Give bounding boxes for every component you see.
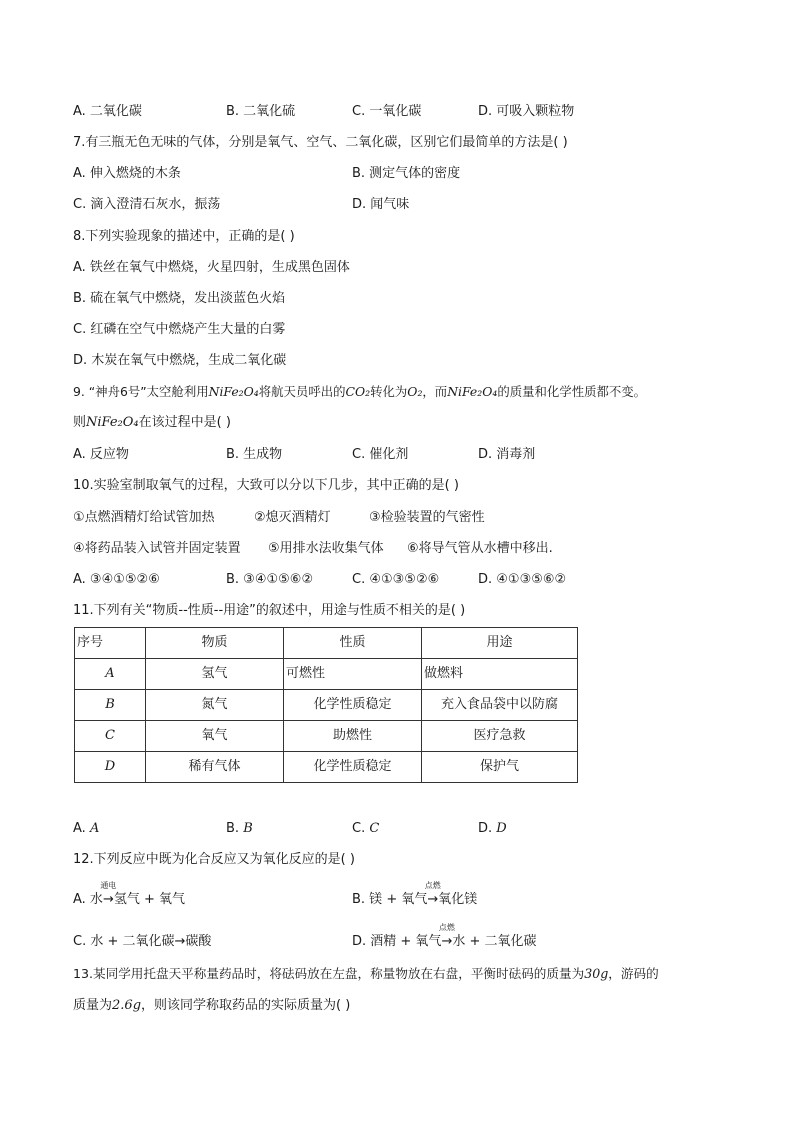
q11-option-b[interactable]: B. B	[226, 821, 253, 836]
q8-option-a[interactable]: A. 铁丝在氧气中燃烧，火星四射，生成黑色固体	[73, 260, 350, 275]
table-cell: D	[75, 752, 146, 783]
reaction-arrow: 点燃 →	[438, 923, 455, 949]
table-header-cell: 序号	[75, 628, 146, 659]
table-row	[75, 752, 578, 783]
table-cell: 充入食品袋中以防腐	[422, 690, 578, 721]
table-cell: 可燃性	[284, 659, 422, 690]
formula-co2: CO₂	[345, 384, 371, 399]
mass-value: 30g	[584, 966, 609, 981]
table-cell: 助燃性	[284, 721, 422, 752]
table-cell: 氮气	[146, 690, 284, 721]
q8-option-b[interactable]: B. 硫在氧气中燃烧，发出淡蓝色火焰	[73, 291, 286, 306]
q10-step-6: ⑥将导气管从水槽中移出.	[407, 541, 553, 556]
q12-option-a[interactable]: A. 水 通电 →氢气 + 氧气	[73, 890, 185, 910]
q10-option-a[interactable]: A. ③④①⑤②⑥	[73, 572, 160, 587]
table-cell: A	[75, 659, 146, 690]
q12-option-c[interactable]: C. 水 + 二氧化碳→碳酸	[73, 934, 212, 949]
table-cell: 做燃料	[422, 659, 578, 690]
table-header-cell: 性质	[284, 628, 422, 659]
table-cell: 氢气	[146, 659, 284, 690]
table-header-cell: 物质	[146, 628, 284, 659]
q12-option-d[interactable]: D. 酒精 + 氧气 点燃 →水 + 二氧化碳	[352, 932, 537, 952]
q7-option-a[interactable]: A. 伸入燃烧的木条	[73, 166, 181, 181]
q8-option-c[interactable]: C. 红磷在空气中燃烧产生大量的白雾	[73, 322, 286, 337]
q11-option-a[interactable]: A. A	[73, 821, 100, 836]
q8-stem: 8.下列实验现象的描述中，正确的是( )	[73, 229, 295, 244]
q10-stem: 10.实验室制取氧气的过程，大致可以分以下几步，其中正确的是( )	[73, 478, 459, 493]
q6-option-a[interactable]: A. 二氧化碳	[73, 104, 142, 119]
q11-stem: 11.下列有关“物质--性质--用途”的叙述中，用途与性质不相关的是( )	[73, 603, 466, 618]
q10-step-5: ⑤用排水法收集气体	[268, 541, 384, 556]
q9-option-c[interactable]: C. 催化剂	[352, 447, 409, 462]
q7-option-b[interactable]: B. 测定气体的密度	[352, 166, 461, 181]
reaction-arrow: 点燃 →	[424, 881, 441, 907]
q10-step-3: ③检验装置的气密性	[369, 510, 485, 525]
q9-stem-line1: 9. “神舟6号”太空舱利用NiFe₂O₄将航天员呼出的CO₂转化为O₂，而NiFe₂O₄的质量和化学性质都不变。	[73, 384, 647, 399]
q8-option-d[interactable]: D. 木炭在氧气中燃烧，生成二氧化碳	[73, 353, 287, 368]
q10-option-c[interactable]: C. ④①③⑤②⑥	[352, 572, 440, 587]
q10-step-1: ①点燃酒精灯给试管加热	[73, 510, 215, 525]
table-row	[75, 721, 578, 752]
table-cell: B	[75, 690, 146, 721]
table-header-cell: 用途	[422, 628, 578, 659]
q12-option-b[interactable]: B. 镁 + 氧气 点燃 →氧化镁	[352, 890, 477, 910]
table-cell: C	[75, 721, 146, 752]
q12-stem: 12.下列反应中既为化合反应又为氧化反应的是( )	[73, 852, 355, 867]
q13-stem-line2: 质量为2.6g，则该同学称取药品的实际质量为( )	[73, 998, 351, 1013]
q10-option-d[interactable]: D. ④①③⑤⑥②	[478, 572, 567, 587]
table-cell: 氧气	[146, 721, 284, 752]
q9-stem-line2: 则NiFe₂O₄在该过程中是( )	[73, 415, 231, 430]
table-row	[75, 659, 578, 690]
table-cell: 化学性质稳定	[284, 752, 422, 783]
q10-step-2: ②熄灭酒精灯	[254, 510, 331, 525]
property-table	[74, 627, 578, 783]
formula-o2: O₂	[407, 384, 423, 399]
q10-option-b[interactable]: B. ③④①⑤⑥②	[226, 572, 314, 587]
q7-stem: 7.有三瓶无色无味的气体，分别是氧气、空气、二氧化碳，区别它们最简单的方法是( )	[73, 135, 568, 150]
q9-option-d[interactable]: D. 消毒剂	[478, 447, 536, 462]
table-cell: 化学性质稳定	[284, 690, 422, 721]
q11-option-c[interactable]: C. C	[352, 821, 380, 836]
table-cell: 保护气	[422, 752, 578, 783]
q6-option-c[interactable]: C. 一氧化碳	[352, 104, 422, 119]
table-cell: 医疗急救	[422, 721, 578, 752]
table-row	[75, 690, 578, 721]
q9-option-a[interactable]: A. 反应物	[73, 447, 129, 462]
mass-value: 2.6g	[112, 998, 142, 1013]
table-header-row	[75, 628, 578, 659]
q7-option-d[interactable]: D. 闻气味	[352, 197, 410, 212]
q6-option-b[interactable]: B. 二氧化硫	[226, 104, 296, 119]
q6-option-d[interactable]: D. 可吸入颗粒物	[478, 104, 575, 119]
reaction-arrow: 通电 →	[100, 881, 117, 907]
formula-nife2o4: NiFe₂O₄	[86, 415, 139, 430]
formula-nife2o4: NiFe₂O₄	[208, 384, 259, 399]
q10-step-4: ④将药品装入试管并固定装置	[73, 541, 241, 556]
table-cell: 稀有气体	[146, 752, 284, 783]
q11-option-d[interactable]: D. D	[478, 821, 507, 836]
q9-option-b[interactable]: B. 生成物	[226, 447, 283, 462]
q7-option-c[interactable]: C. 滴入澄清石灰水，振荡	[73, 197, 221, 212]
formula-nife2o4: NiFe₂O₄	[447, 384, 498, 399]
q13-stem-line1: 13.某同学用托盘天平称量药品时，将砝码放在左盘，称量物放在右盘，平衡时砝码的质量为30g，游码的	[73, 966, 659, 981]
